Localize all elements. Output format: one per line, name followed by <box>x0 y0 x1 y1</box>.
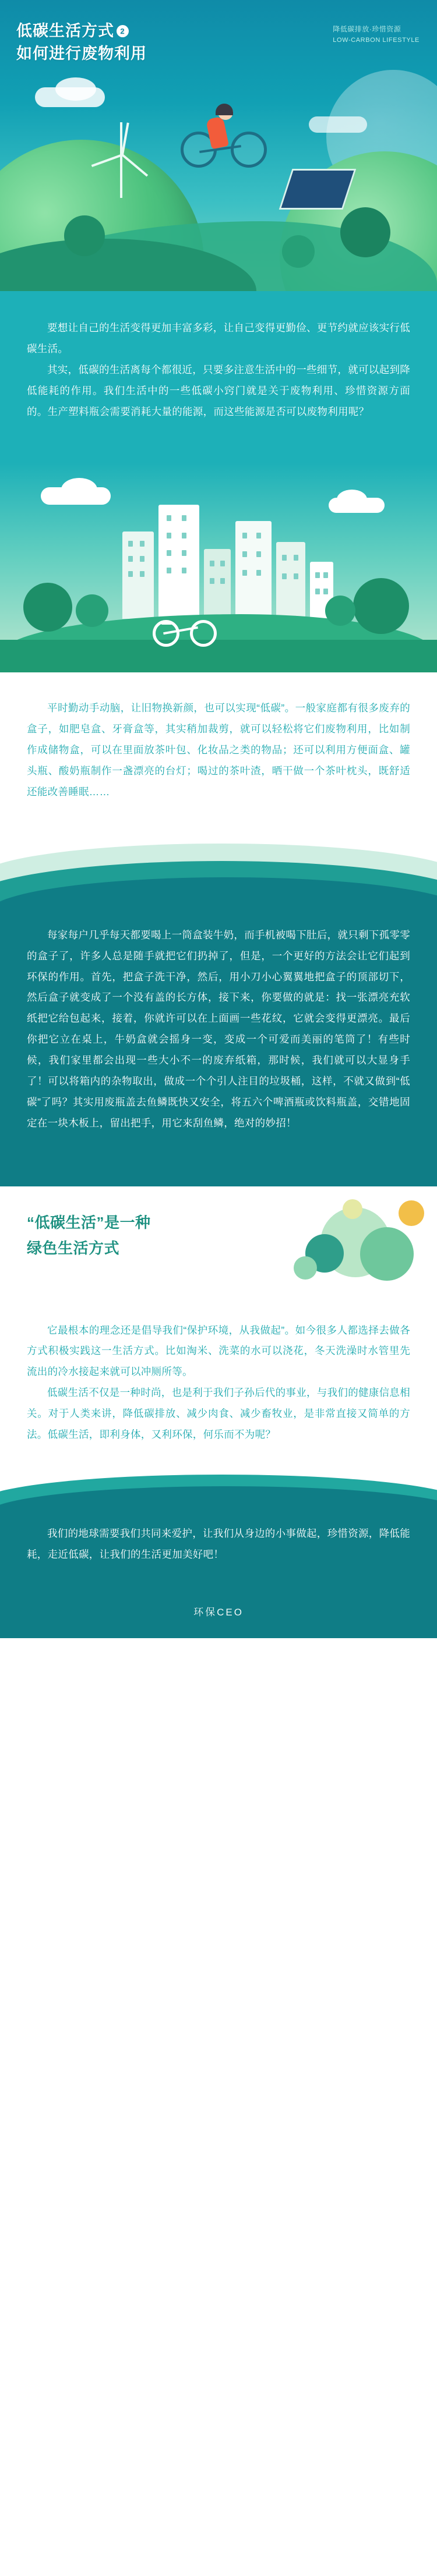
building-shape <box>235 521 272 619</box>
paragraph: 其实，低碳的生活离每个都很近，只要多注意生活中的一些细节，就可以起到降低能耗的作用。我们生活中的一些低碳小窍门就是关于废物利用、珍惜资源方面的。生产塑料瓶会需要消耗大量的能源，而这些能源是否可以废物利用呢？ <box>27 363 410 417</box>
section-green-lifestyle-body <box>0 1314 437 1469</box>
section-milk-carton <box>0 908 437 1186</box>
wind-turbine-icon <box>105 122 122 198</box>
cloud-icon <box>309 116 367 133</box>
tree-icon <box>325 596 355 626</box>
footer-wave-divider <box>0 1469 437 1510</box>
footer-section <box>0 1469 437 1638</box>
paragraph: 它最根本的理念还是倡导我们“保护环境，从我做起”。如今很多人都选择去做各方式积极实践这一生活方式。比如淘米、洗菜的水可以浇花，冬天洗澡时水管里先流出的冷水接起来就可以冲厕所等。 <box>27 1324 410 1378</box>
wave-divider <box>0 832 437 908</box>
building-shape <box>122 532 154 619</box>
hero-header <box>0 0 437 291</box>
tree-icon <box>353 578 409 634</box>
paragraph: 要想让自己的生活变得更加丰富多彩，让自己变得更勤俭、更节约就应该实行低碳生活。 <box>27 322 410 355</box>
brand-bar <box>0 1589 437 1638</box>
solar-panel-icon <box>279 169 357 210</box>
section-reuse-tips <box>0 672 437 831</box>
paragraph: 平时勤动手动脑，让旧物换新颜，也可以实现“低碳”。一般家庭都有很多废弃的盒子，如肥皂盒、牙膏盒等，其实稍加裁剪，就可以轻松将它们废物利用，比如制作成储物盒，可以在里面放茶叶包、化妆品之类的物品；还可以利用方便面盒、罐头瓶、酸奶瓶制作一盏漂亮的台灯；喝过的茶叶渣，晒干做一个茶叶枕头，既舒适还能改善睡眠…… <box>27 702 410 798</box>
title-line-2: 如何进行废物利用 <box>16 45 147 63</box>
section-green-lifestyle-heading <box>0 1186 437 1314</box>
header-subtitle <box>333 23 420 46</box>
title-badge: 2 <box>117 25 129 37</box>
cloud-icon <box>55 77 96 101</box>
brand-name: 环保CEO <box>193 1606 244 1618</box>
tree-icon <box>64 215 105 256</box>
section-intro <box>0 291 437 463</box>
tree-icon <box>340 207 390 257</box>
bicycle-icon <box>153 606 240 647</box>
building-shape <box>158 505 199 619</box>
building-shape <box>276 542 305 619</box>
paragraph: 低碳生活不仅是一种时尚，也是利于我们子孙后代的事业，与我们的健康信息相关。对于人类来讲，降低碳排放、减少肉食、减少畜牧业，是非常直接又简单的方法。低碳生活，即利身体，又利环保，何乐而不为呢？ <box>27 1387 410 1440</box>
subtitle-en: LOW-CARBON LIFESTYLE <box>333 37 420 44</box>
section-heading <box>27 1210 410 1261</box>
paragraph: 我们的地球需要我们共同来爱护，让我们从身边的小事做起，珍惜资源，降低能耗，走近低碳，让我们的生活更加美好吧！ <box>27 1527 410 1560</box>
tree-icon <box>23 583 72 632</box>
page-title <box>16 20 147 65</box>
city-illustration <box>0 463 437 672</box>
heading-line-2: 绿色生活方式 <box>27 1239 120 1257</box>
cyclist-illustration <box>175 63 291 173</box>
footer-text-block <box>0 1510 437 1589</box>
tree-icon <box>76 594 108 627</box>
title-line-1: 低碳生活方式 <box>16 22 114 40</box>
subtitle-cn: 降低碳排放·珍惜资源 <box>333 25 401 33</box>
paragraph: 每家每户几乎每天都要喝上一筒盒装牛奶，而手机被喝下肚后，就只剩下孤零零的盒子了，许多人总是随手就把它们扔掉了，但是，一个更好的方法会让它们起到环保的作用。首先，把盒子洗干净，然后，用小刀小心翼翼地把盒子的顶部切下，然后盒子就变成了一个没有盖的长方体，接下来，你要做的就是：找一张漂亮充软纸把它给包起来，接着，你就许可以在上面画一些花纹，它就会变得更漂亮。最后你把它立在桌上，牛奶盒就会摇身一变，变成一个可爱而美丽的笔筒了！有些时候，我们家里都会出现一些大小不一的废弃纸箱，那时候，我们就可以大显身手了！可以将箱内的杂物取出，做成一个个引人注目的垃圾桶，这样，不就又做到“低碳”了吗？其实用废瓶盖去鱼鳞既快又安全，将五六个啤酒瓶或饮料瓶盖，交错地固定在一块木板上，留出把手，用它来刮鱼鳞，绝对的妙招！ <box>27 929 410 1129</box>
tree-icon <box>282 235 315 268</box>
heading-line-1: “低碳生活”是一种 <box>27 1213 151 1231</box>
